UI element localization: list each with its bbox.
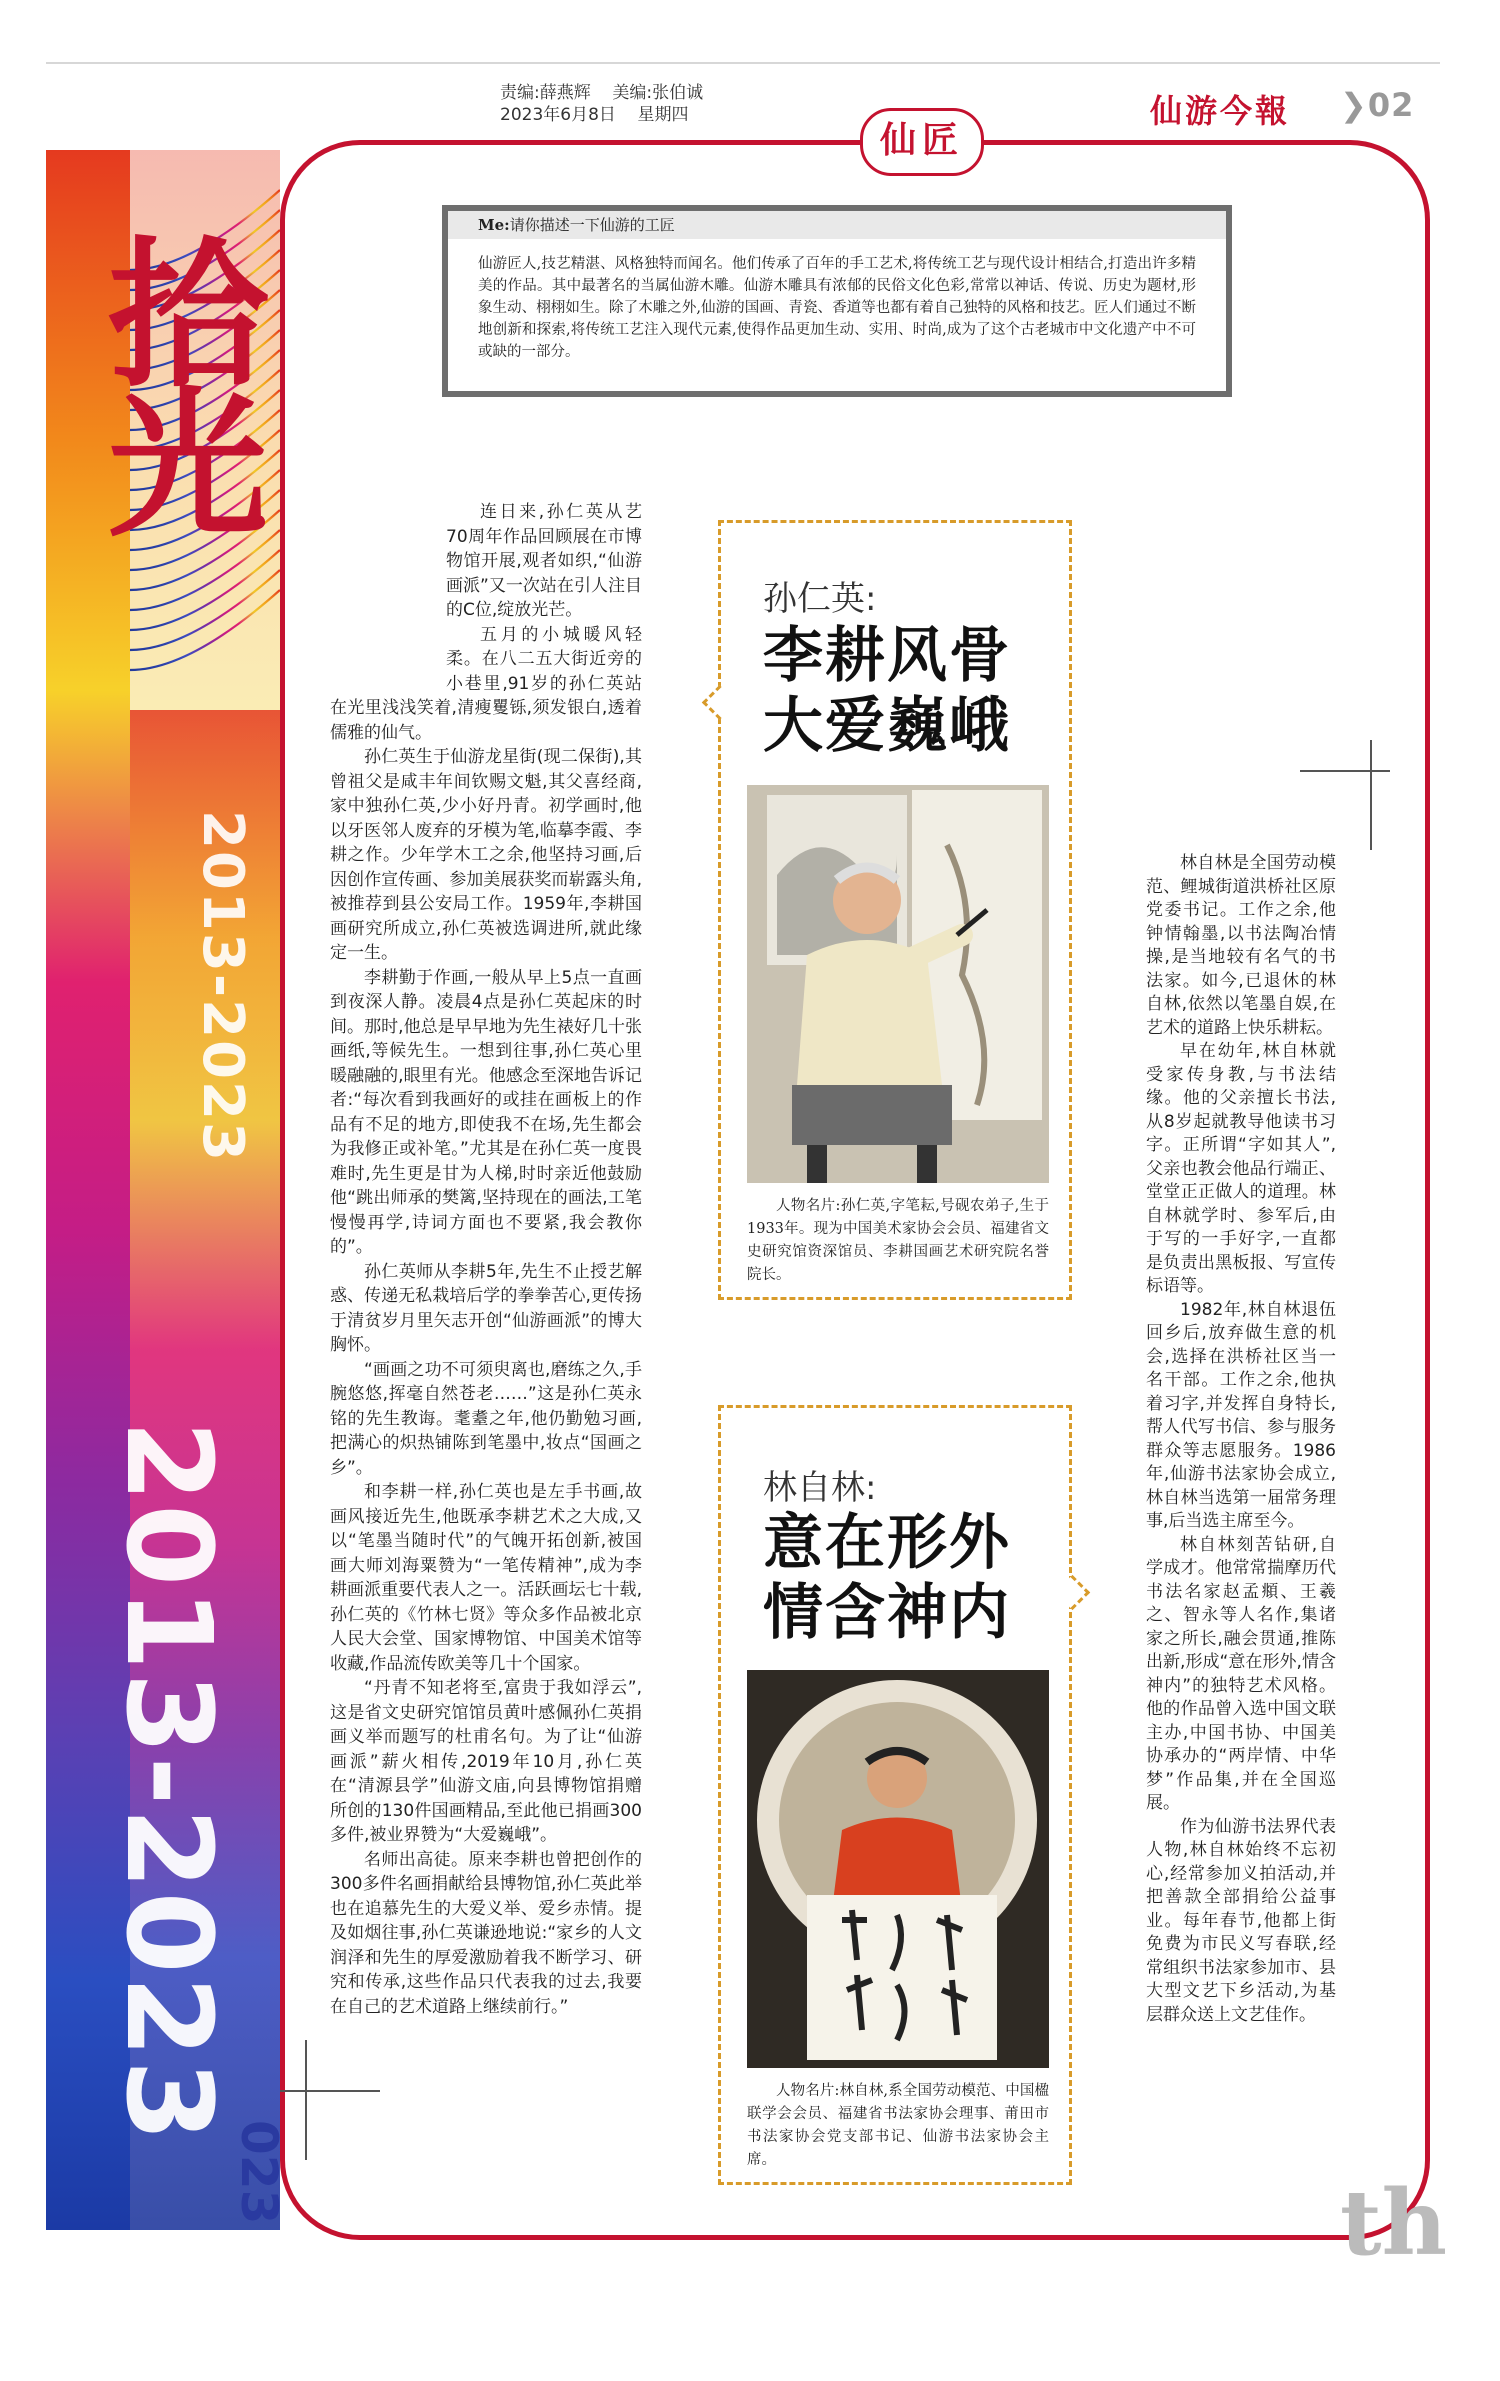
crop-mark [280,2090,380,2092]
paragraph: 五月的小城暖风轻柔。在八二五大街近旁的小巷里,91岁的孙仁英站在光里浅浅笑着,清瘦矍铄,须发银白,透着儒雅的仙气。 [330,624,642,743]
article-lin-zilin [1146,852,1336,2027]
crop-mark [1300,770,1390,772]
year-range-small: 2013-2023 [190,810,255,1163]
paragraph: 孙仁英生于仙游龙星街(现二保街),其曾祖父是咸丰年间钦赐文魁,其父喜经商,家中独孙仁英,少小好丹青。初学画时,他以牙医邻人废弃的牙模为笔,临摹李霞、李耕之作。少年学木工之余,他坚持习画,后因创作宣传画、参加美展获奖而崭露头角,被推荐到县公安局工作。1959年,李耕国画研究所成立,孙仁英被选调进所,就此缘定一生。 [330,747,642,963]
year-range-tail: 023 [230,2120,288,2225]
section-tag [860,108,984,176]
page-number-text: 02 [1367,86,1415,124]
headline-line-2: 情含神内 [763,1578,1011,1648]
profile-caption: 人物名片:林自林,系全国劳动模范、中国楹联学会会员、福建省书法家协会理事、莆田市书法家协会党支部书记、仙游书法家协会主席。 [747,2083,1049,2168]
paragraph: 李耕勤于作画,一般从早上5点一直画到夜深人静。凌晨4点是孙仁英起床的时间。那时,他总是早早地为先生裱好几十张画纸,等候先生。一想到往事,孙仁英心里暖融融的,眼里有光。他感念至深地告诉记者:“每次看到我画好的或挂在画板上的作品有不足的地方,即使我不在场,先生都会为我修正或补笔。”尤其是在孙仁英一度畏难时,先生更是甘为人梯,时时亲近他鼓励他“跳出师承的樊篱,坚持现在的画法,工笔慢慢再学,诗词方面也不要紧,我会教你的”。 [330,967,642,1257]
paragraph: 名师出高徒。原来李耕也曾把创作的300多件名画捐献给县博物馆,孙仁英此举也在追慕先生的大爱义举、爱乡赤情。提及如烟往事,孙仁英谦逊地说:“家乡的人文润泽和先生的厚爱激励着我不断学习、研究和传承,这些作品只代表我的过去,我要在自己的艺术道路上继续前行。” [330,1849,642,2017]
article-sun-renying [330,500,642,2019]
section-tag-label: 仙匠 [879,119,964,161]
qa-box [442,205,1232,397]
date-line: 2023年6月8日 星期四 [500,105,689,125]
paragraph: 林自林是全国劳动模范、鲤城街道洪桥社区原党委书记。工作之余,他钟情翰墨,以书法陶冶情操,是当地较有名气的书法家。如今,已退休的林自林,依然以笔墨自娱,在艺术的道路上快乐耕耘。 [1146,853,1336,1038]
profile-caption: 人物名片:孙仁英,字笔耘,号砚农弟子,生于1933年。现为中国美术家协会会员、福建省文史研究馆资深馆员、李耕国画艺术研究院名誉院长。 [747,1198,1049,1283]
qa-answer: 仙游匠人,技艺精湛、风格独特而闻名。他们传承了百年的手工艺术,将传统工艺与现代设计相结合,打造出许多精美的作品。其中最著名的当属仙游木雕。仙游木雕具有浓郁的民俗文化色彩,常常以神话、传说、历史为题材,形象生动、栩栩如生。除了木雕之外,仙游的国画、青瓷、香道等也都有着自己独特的风格和技艺。匠人们通过不断地创新和探索,将传统工艺注入现代元素,使得作品更加生动、实用、时尚,成为了这个古老城市中文化遗产中不可或缺的一部分。 [478,256,1196,360]
chevron-right-icon: ❯ [1340,86,1368,124]
crop-mark [1370,740,1372,850]
qa-label: Me: [478,216,510,234]
paragraph: 早在幼年,林自林就受家传身教,与书法结缘。他的父亲擅长书法,从8岁起就教导他读书习字。正所谓“字如其人”,父亲也教会他品行端正、堂堂正正做人的道理。林自林就学时、参军后,由于写的一手好字,一直都是负责出黑板报、写宣传标语等。 [1146,1041,1336,1296]
top-rule [46,62,1440,64]
feature-card-lin-zilin [718,1405,1072,2185]
newspaper-brand: 仙游今報 [1150,92,1291,130]
watermark-mark: th [1340,2170,1448,2276]
paragraph: “画画之功不可须臾离也,磨练之久,手腕悠悠,挥毫自然苍老……”这是孙仁英永铭的先生教诲。耄耋之年,他仍勤勉习画,把满心的炽热铺陈到笔墨中,妆点“国画之乡”。 [330,1359,642,1478]
paragraph: 林自林刻苦钻研,自学成才。他常常揣摩历代书法名家赵孟頫、王羲之、智永等人名作,集诸家之所长,融会贯通,推陈出新,形成“意在形外,情含神内”的独特艺术风格。他的作品曾入选中国文联主办,中国书协、中国美协承办的“两岸情、中华梦”作品集,并在全国巡展。 [1146,1534,1336,1813]
editor-line: 责编:薛燕辉 美编:张伯诚 [500,83,704,103]
paragraph: 孙仁英师从李耕5年,先生不止授艺解惑、传递无私栽培后学的拳拳苦心,更传扬于清贫岁月里矢志开创“仙游画派”的博大胸怀。 [330,1261,642,1355]
headline-line-2: 大爱巍峨 [763,691,1011,761]
page-number [1340,86,1414,124]
headline-line-1: 意在形外 [763,1508,1011,1578]
paragraph: “丹青不知老将至,富贵于我如浮云”,这是省文史研究馆馆员黄叶感佩孙仁英捐画义举而题写的杜甫名句。为了让“仙游画派”薪火相传,2019年10月,孙仁英在“清源县学”仙游文庙,向县博物馆捐赠所创的130件国画精品,至此他已捐画300多件,被业界赞为“大爱巍峨”。 [330,1678,642,1845]
paragraph: 1982年,林自林退伍回乡后,放弃做生意的机会,选择在洪桥社区当一名干部。工作之余,他执着习字,并发挥自身特长,帮人代写书信、参与服务群众等志愿服务。1986年,仙游书法家协会成立,林自林当选第一届常务理事,后当选主席至今。 [1146,1299,1336,1531]
person-name: 孙仁英: [763,579,877,619]
paragraph: 连日来,孙仁英从艺70周年作品回顾展在市博物馆开展,观者如织,“仙游画派”又一次站在引人注目的C位,绽放光芒。 [446,502,642,620]
crop-mark [305,2040,307,2160]
feature-card-sun-renying [718,520,1072,1300]
headline-line-1: 李耕风骨 [763,621,1011,691]
year-range-large: 2013-2023 [100,1420,238,2144]
column-title: 拾光 [81,230,269,530]
paragraph: 和李耕一样,孙仁英也是左手书画,故画风接近先生,他既承李耕艺术之大成,又以“笔墨当随时代”的气魄开拓创新,被国画大师刘海粟赞为“一笔传精神”,成为李耕画派重要代表人之一。活跃画坛七十载,孙仁英的《竹林七贤》等众多作品被北京人民大会堂、国家博物馆、中国美术馆等收藏,作品流传欧美等几十个国家。 [330,1482,642,1674]
qa-question-text: 请你描述一下仙游的工匠 [509,216,675,234]
person-name: 林自林: [763,1468,877,1508]
masthead-meta [500,82,703,126]
qa-question [448,211,1226,239]
portrait-photo-sun-renying [747,785,1049,1183]
portrait-photo-lin-zilin [747,1670,1049,2068]
text-wrap-spacer [330,500,446,680]
paragraph: 作为仙游书法界代表人物,林自林始终不忘初心,经常参加义拍活动,并把善款全部捐给公益事业。每年春节,他都上街免费为市民义写春联,经常组织书法家参加市、县大型文艺下乡活动,为基层群众送上文艺佳作。 [1146,1816,1336,2025]
